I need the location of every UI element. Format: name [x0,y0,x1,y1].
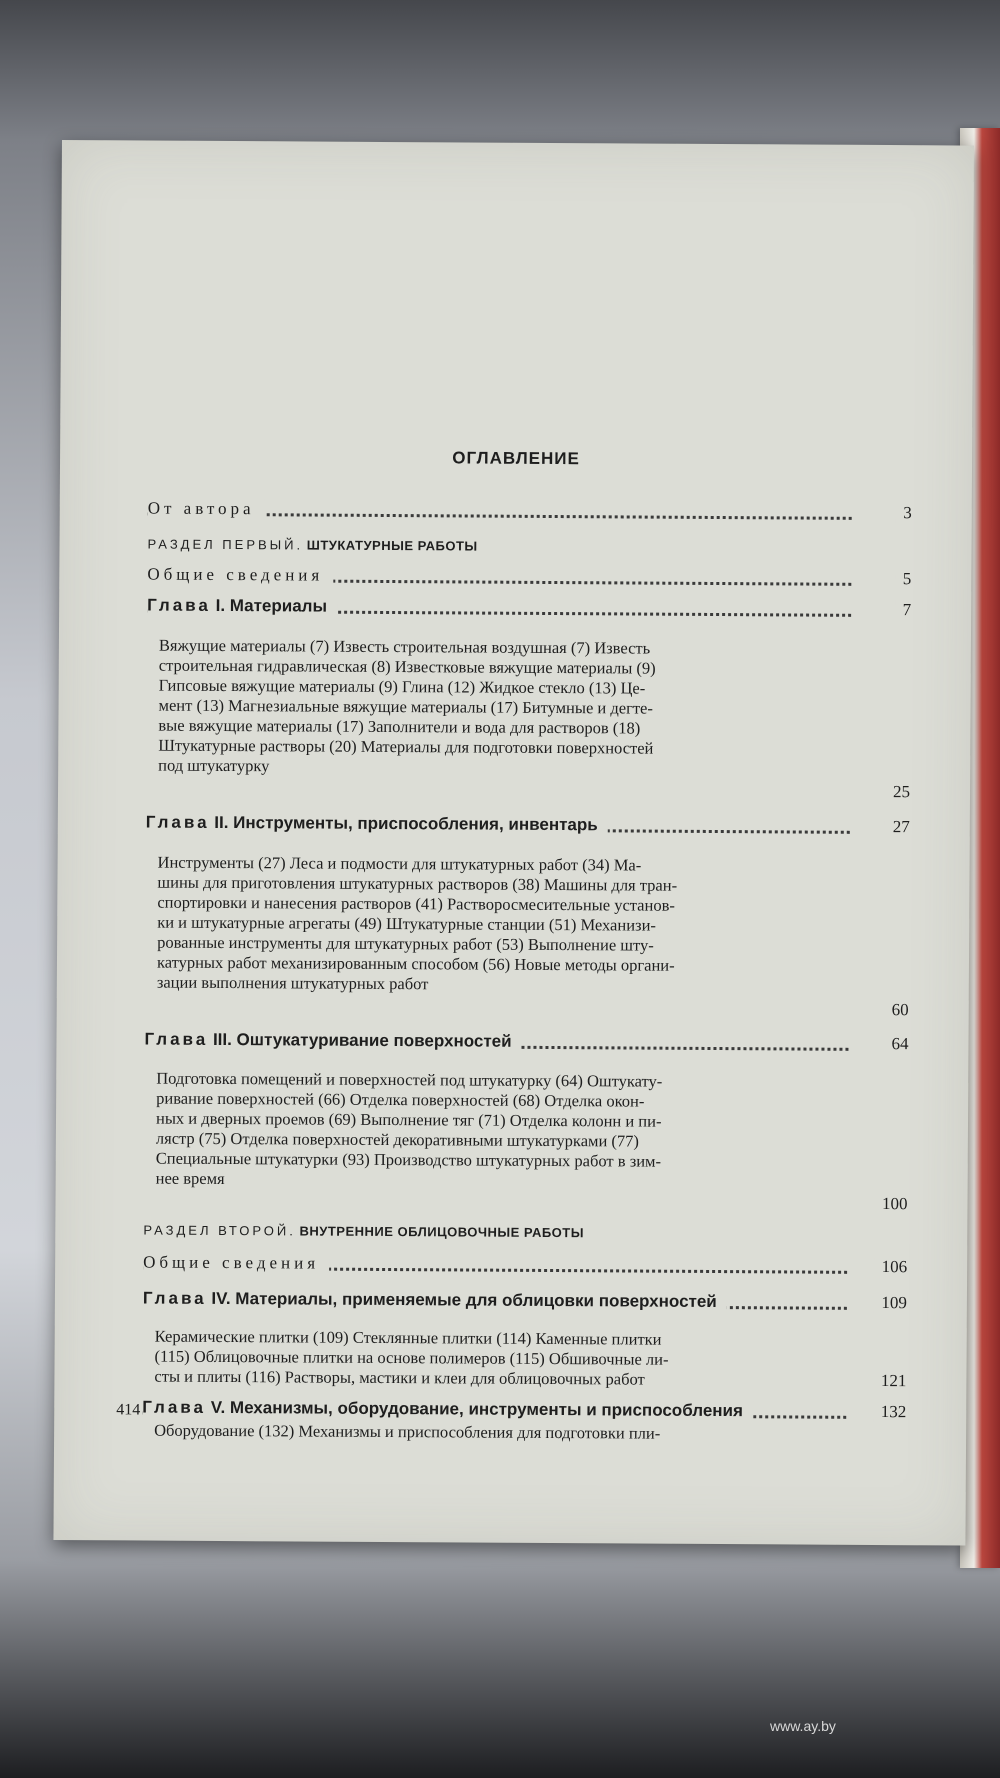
contents-line: Гипсовые вяжущие материалы (9) Глина (12) Жидкое стекло (13) Це- [158,675,646,698]
contents-line: рованные инструменты для штукатурных работ (53) Выполнение шту- [157,932,654,955]
contents-line: катурных работ механизированным способом (56) Новые методы органи- [156,952,675,975]
toc-entry-label: Общие сведения [147,565,333,586]
toc-entry-label [142,1398,753,1422]
toc-entry-chapter-4 [143,1289,907,1322]
contents-line: спортировки и нанесения растворов (41) Растворосмесительные установ- [157,892,675,915]
toc-entry-page: 3 [895,503,912,523]
contents-line: ривание поверхностей (66) Отделка поверхностей (68) Отделка окон- [156,1088,645,1111]
contents-line: Керамические плитки (109) Стеклянные плитки (114) Каменные плитки [154,1326,662,1349]
chapter-word: Глава [142,1288,207,1308]
contents-line: мент (13) Магнезиальные вяжущие материалы (17) Битумные и дегте- [158,695,653,718]
contents-line: вые вяжущие материалы (17) Заполнители и вода для растворов (18) [158,715,641,738]
section-number: РАЗДЕЛ ПЕРВЫЙ. [147,536,304,553]
chapter-title: I. Материалы [215,595,328,616]
toc-entry-preface [148,499,912,532]
toc-entry-label: Общие сведения [143,1253,329,1274]
contents-line: Вяжущие материалы (7) Известь строительная воздушная (7) Известь [158,635,651,658]
chapter-contents-5 [154,1421,854,1445]
contents-line: ных и дверных проемов (69) Выполнение тяг (71) Отделка колонн и пи- [155,1108,662,1131]
watermark: www.ay.by [770,1718,836,1734]
toc-entry-page: 109 [873,1293,907,1313]
toc-entry-general-1 [147,565,911,598]
contents-line: Штукатурные растворы (20) Материалы для подготовки поверхностей [158,735,654,758]
toc-entry-label: От автора [148,499,265,520]
page-number: 414 [116,1401,141,1419]
toc-entry-page: 25 [892,782,911,802]
contents-line: строительная гидравлическая (8) Известковые вяжущие материалы (9) [158,655,656,678]
chapter-title: V. Механизмы, оборудование, инструменты и приспособления [210,1397,744,1421]
chapter-contents-3 [156,1069,857,1193]
contents-line: Инструменты (27) Леса и подмости для штукатурных работ (34) Ма- [157,852,642,875]
toc-entry-page: 106 [874,1257,908,1277]
chapter-word: Глава [145,812,210,832]
contents-line: зации выполнения штукатурных работ [156,972,429,994]
toc-entry-page: 132 [873,1402,907,1422]
chapter-word: Глава [147,595,211,615]
toc-entry-page: 27 [885,817,910,837]
toc-entry-page: 7 [895,600,912,620]
toc-entry-page: 60 [891,1000,909,1020]
toc-entry-general-2 [143,1253,907,1286]
section-title: ВНУТРЕННИЕ ОБЛИЦОВОЧНЫЕ РАБОТЫ [299,1223,585,1241]
contents-line: ки и штукатурные агрегаты (49) Штукатурные станции (51) Механизи- [157,912,656,935]
contents-line: шины для приготовления штукатурных растворов (38) Машины для тран- [157,872,678,895]
contents-line: Специальные штукатурки (93) Производство штукатурных работ в зим- [155,1148,662,1171]
toc-title: ОГЛАВЛЕНИЕ [452,448,580,469]
section-heading-1 [147,537,477,554]
contents-line: нее время [155,1168,225,1189]
chapter-word: Глава [142,1397,207,1417]
contents-line: под штукатурку [158,755,270,776]
toc-entry-label [143,1289,727,1313]
chapter-contents-1 [158,636,859,780]
contents-line: сты и плиты (116) Растворы, мастики и клеи для облицовочных работ [154,1366,645,1389]
toc-entry-page: 64 [883,1034,908,1054]
chapter-contents-2 [157,853,858,997]
chapter-title: III. Оштукатуривание поверхностей [212,1029,512,1051]
chapter-contents-4 [154,1327,854,1391]
toc-entry-chapter-3 [144,1030,908,1063]
toc-entry-label [144,1030,521,1052]
toc-entry-page: 121 [880,1371,907,1391]
toc-entry-label [146,813,608,836]
toc-entry-label [147,596,337,617]
chapter-word: Глава [144,1029,209,1049]
section-heading-2 [143,1223,584,1241]
contents-line: Оборудование (132) Механизмы и приспособления для подготовки пли- [154,1420,661,1443]
section-title: ШТУКАТУРНЫЕ РАБОТЫ [306,537,478,554]
contents-line: (115) Облицовочные плитки на основе полимеров (115) Обшивочные ли- [154,1346,669,1369]
toc-entry-chapter-2 [146,813,910,846]
book-page [53,140,974,1546]
toc-entry-page: 5 [895,569,912,589]
chapter-title: IV. Материалы, применяемые для облицовки поверхностей [211,1288,717,1312]
toc-entry-page: 100 [881,1194,908,1214]
contents-line: Подготовка помещений и поверхностей под штукатурку (64) Оштукату- [156,1068,663,1091]
section-number: РАЗДЕЛ ВТОРОЙ. [143,1222,296,1239]
chapter-title: II. Инструменты, приспособления, инвентарь [214,812,598,835]
contents-line: лястр (75) Отделка поверхностей декоративными штукатурками (77) [155,1128,640,1151]
toc-entry-chapter-1 [147,596,911,629]
